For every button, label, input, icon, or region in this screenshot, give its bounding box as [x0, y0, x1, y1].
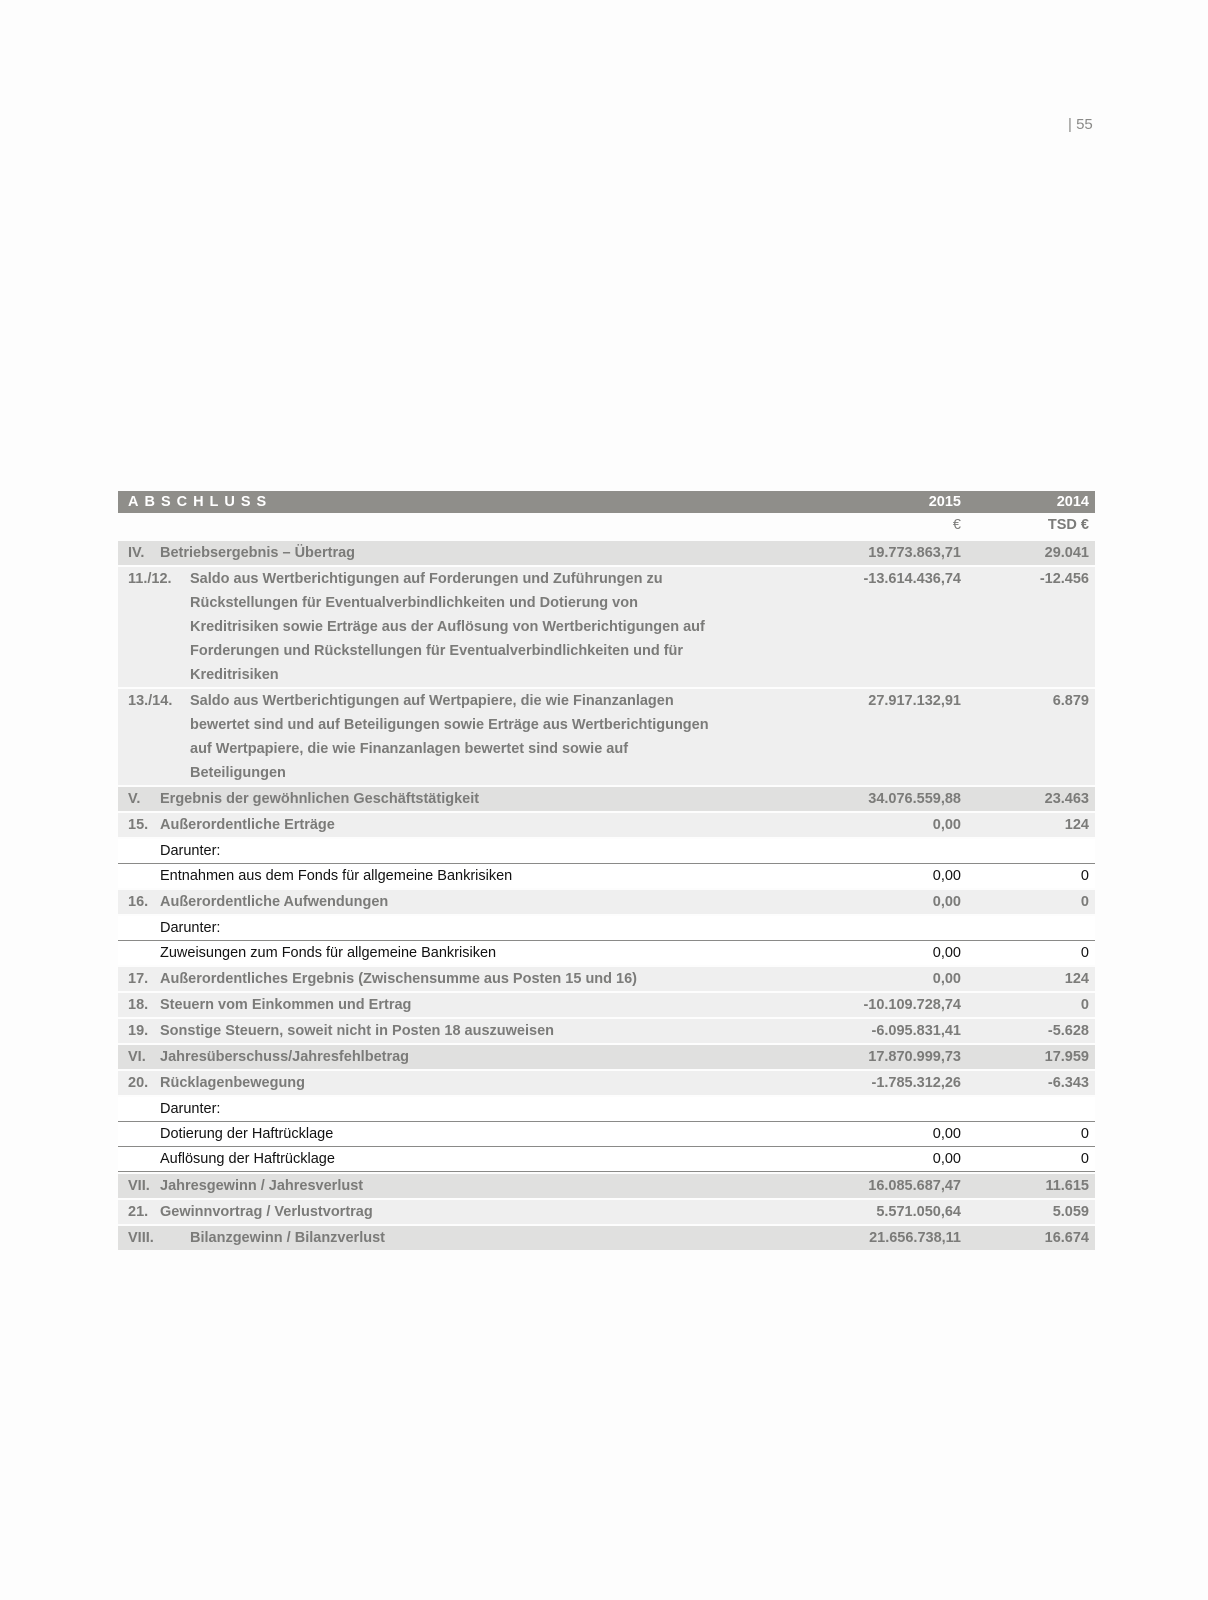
- row-number: 16.: [128, 894, 149, 910]
- abschluss-table: [118, 491, 1095, 1250]
- table-row: [118, 1121, 1095, 1146]
- row-number: 13./14.: [128, 693, 173, 709]
- row-label-cell: [118, 787, 711, 811]
- row-label-cell: [118, 967, 711, 991]
- row-label: Bilanzgewinn / Bilanzverlust: [190, 1230, 385, 1246]
- row-label: Auflösung der Haftrücklage: [160, 1151, 335, 1167]
- table-title: ABSCHLUSS: [128, 494, 273, 510]
- row-label: Ergebnis der gewöhnlichen Geschäftstätigkeit: [160, 791, 480, 807]
- table-row: [118, 785, 1095, 811]
- value-2014: 0: [1080, 894, 1089, 910]
- col-2014-header: 2014: [1056, 494, 1089, 510]
- value-2015: -1.785.312,26: [871, 1075, 961, 1091]
- value-2015: 16.085.687,47: [868, 1178, 961, 1194]
- table-row: [118, 1224, 1095, 1250]
- row-label-cell: [118, 916, 711, 940]
- table-row: [118, 1095, 1095, 1121]
- row-label: Darunter:: [160, 843, 221, 859]
- row-label: Gewinnvortrag / Verlustvortrag: [160, 1204, 373, 1220]
- row-label-cell: [118, 890, 711, 914]
- row-label-cell: [118, 813, 711, 837]
- row-label: Dotierung der Haftrücklage: [160, 1126, 334, 1142]
- value-2014: 17.959: [1044, 1049, 1089, 1065]
- value-2015: -10.109.728,74: [863, 997, 961, 1013]
- unit-2014: TSD €: [1047, 517, 1089, 533]
- row-label: Zuweisungen zum Fonds für allgemeine Bankrisiken: [160, 945, 497, 961]
- row-label: Darunter:: [160, 920, 221, 936]
- value-2015: 17.870.999,73: [868, 1049, 961, 1065]
- table-row: [118, 888, 1095, 914]
- value-2015: 0,00: [932, 817, 961, 833]
- row-number: 21.: [128, 1204, 149, 1220]
- table-row: [118, 1017, 1095, 1043]
- value-2015: 21.656.738,11: [869, 1230, 961, 1246]
- row-label-cell: [118, 689, 711, 785]
- table-row: [118, 565, 1095, 687]
- value-2014: -6.343: [1047, 1075, 1089, 1091]
- table-row: [118, 1069, 1095, 1095]
- table-header: [118, 491, 1095, 513]
- value-2014: 23.463: [1044, 791, 1089, 807]
- table-row: [118, 1146, 1095, 1172]
- row-label-cell: [118, 1071, 711, 1095]
- value-2014: 0: [1080, 997, 1089, 1013]
- value-2015: 5.571.050,64: [876, 1204, 961, 1220]
- value-2014: 124: [1064, 817, 1089, 833]
- row-label: Steuern vom Einkommen und Ertrag: [160, 997, 412, 1013]
- row-label: Jahresüberschuss/Jahresfehlbetrag: [160, 1049, 410, 1065]
- table-row: [118, 837, 1095, 863]
- table-row: [118, 940, 1095, 965]
- row-number: 11./12.: [128, 571, 172, 587]
- row-label-cell: [118, 1200, 711, 1224]
- row-label-cell: [118, 541, 711, 565]
- value-2014: 5.059: [1052, 1204, 1089, 1220]
- table-row: [118, 1198, 1095, 1224]
- row-label: Jahresgewinn / Jahresverlust: [160, 1178, 364, 1194]
- row-label: Betriebsergebnis – Übertrag: [160, 545, 356, 561]
- row-label: Sonstige Steuern, soweit nicht in Posten 18 auszuweisen: [160, 1023, 555, 1039]
- row-label-cell: [118, 1147, 711, 1171]
- value-2015: 0,00: [932, 894, 961, 910]
- row-label: Außerordentliche Aufwendungen: [160, 894, 389, 910]
- row-label: Außerordentliche Erträge: [160, 817, 335, 833]
- value-2014: 6.879: [1052, 693, 1089, 709]
- row-label-cell: [118, 567, 711, 687]
- row-number: 19.: [128, 1023, 149, 1039]
- row-label-cell: [118, 1122, 711, 1146]
- value-2014: 29.041: [1044, 545, 1089, 561]
- value-2015: 27.917.132,91: [868, 693, 961, 709]
- row-number: VI.: [128, 1049, 146, 1065]
- row-label: Rücklagenbewegung: [160, 1075, 306, 1091]
- row-label: Saldo aus Wertberichtigungen auf Forderungen und Zuführungen zu Rückstellungen für Eventualverbindlichkeiten und Dotierung von Kreditrisiken sowie Erträge aus der Auflösung von Wertberichtigungen auf Forderungen und Rückstellungen für Eventualverbindlichkeiten und für Kreditrisiken: [190, 571, 705, 683]
- row-number: 18.: [128, 997, 149, 1013]
- table-row: [118, 1043, 1095, 1069]
- row-label-cell: [118, 1174, 711, 1198]
- unit-2015: €: [952, 517, 961, 533]
- row-label-cell: [118, 993, 711, 1017]
- row-label-cell: [118, 864, 711, 888]
- value-2015: 0,00: [932, 868, 961, 884]
- value-2015: 34.076.559,88: [868, 791, 961, 807]
- row-label: Entnahmen aus dem Fonds für allgemeine Bankrisiken: [160, 868, 513, 884]
- page-number: | 55: [1068, 116, 1093, 133]
- value-2014: -5.628: [1047, 1023, 1089, 1039]
- value-2015: -6.095.831,41: [871, 1023, 961, 1039]
- value-2015: 0,00: [932, 1151, 961, 1167]
- row-number: VIII.: [128, 1230, 154, 1246]
- unit-row: [118, 513, 1095, 539]
- row-number: V.: [128, 791, 141, 807]
- row-label: Saldo aus Wertberichtigungen auf Wertpapiere, die wie Finanzanlagen bewertet sind und auf Beteiligungen sowie Erträge aus Wertberichtigungen auf Wertpapiere, die wie Finanzanlagen bewertet sind sowie auf Beteiligungen: [190, 693, 709, 781]
- row-label-cell: [118, 1019, 711, 1043]
- value-2014: 11.615: [1045, 1178, 1089, 1194]
- row-label-cell: [118, 1226, 711, 1250]
- table-row: [118, 539, 1095, 565]
- row-label-cell: [118, 839, 711, 863]
- row-number: 20.: [128, 1075, 149, 1091]
- table-row: [118, 991, 1095, 1017]
- value-2014: 0: [1080, 1151, 1089, 1167]
- row-label: Darunter:: [160, 1101, 221, 1117]
- value-2014: -12.456: [1039, 571, 1089, 587]
- row-number: IV.: [128, 545, 145, 561]
- table-row: [118, 914, 1095, 940]
- table-row: [118, 965, 1095, 991]
- row-number: 15.: [128, 817, 149, 833]
- value-2015: 0,00: [932, 1126, 961, 1142]
- row-label: Außerordentliches Ergebnis (Zwischensumme aus Posten 15 und 16): [160, 971, 638, 987]
- row-label-cell: [118, 941, 711, 965]
- table-row: [118, 863, 1095, 888]
- row-number: VII.: [128, 1178, 150, 1194]
- value-2015: 0,00: [932, 945, 961, 961]
- value-2014: 0: [1080, 868, 1089, 884]
- value-2014: 124: [1064, 971, 1089, 987]
- row-number: 17.: [128, 971, 149, 987]
- value-2014: 16.674: [1044, 1230, 1089, 1246]
- row-label-cell: [118, 1045, 711, 1069]
- value-2015: -13.614.436,74: [863, 571, 961, 587]
- row-label-cell: [118, 1097, 711, 1121]
- value-2014: 0: [1080, 945, 1089, 961]
- table-row: [118, 687, 1095, 785]
- value-2014: 0: [1080, 1126, 1089, 1142]
- table-row: [118, 1172, 1095, 1198]
- table-row: [118, 811, 1095, 837]
- value-2015: 19.773.863,71: [868, 545, 961, 561]
- value-2015: 0,00: [932, 971, 961, 987]
- col-2015-header: 2015: [928, 494, 961, 510]
